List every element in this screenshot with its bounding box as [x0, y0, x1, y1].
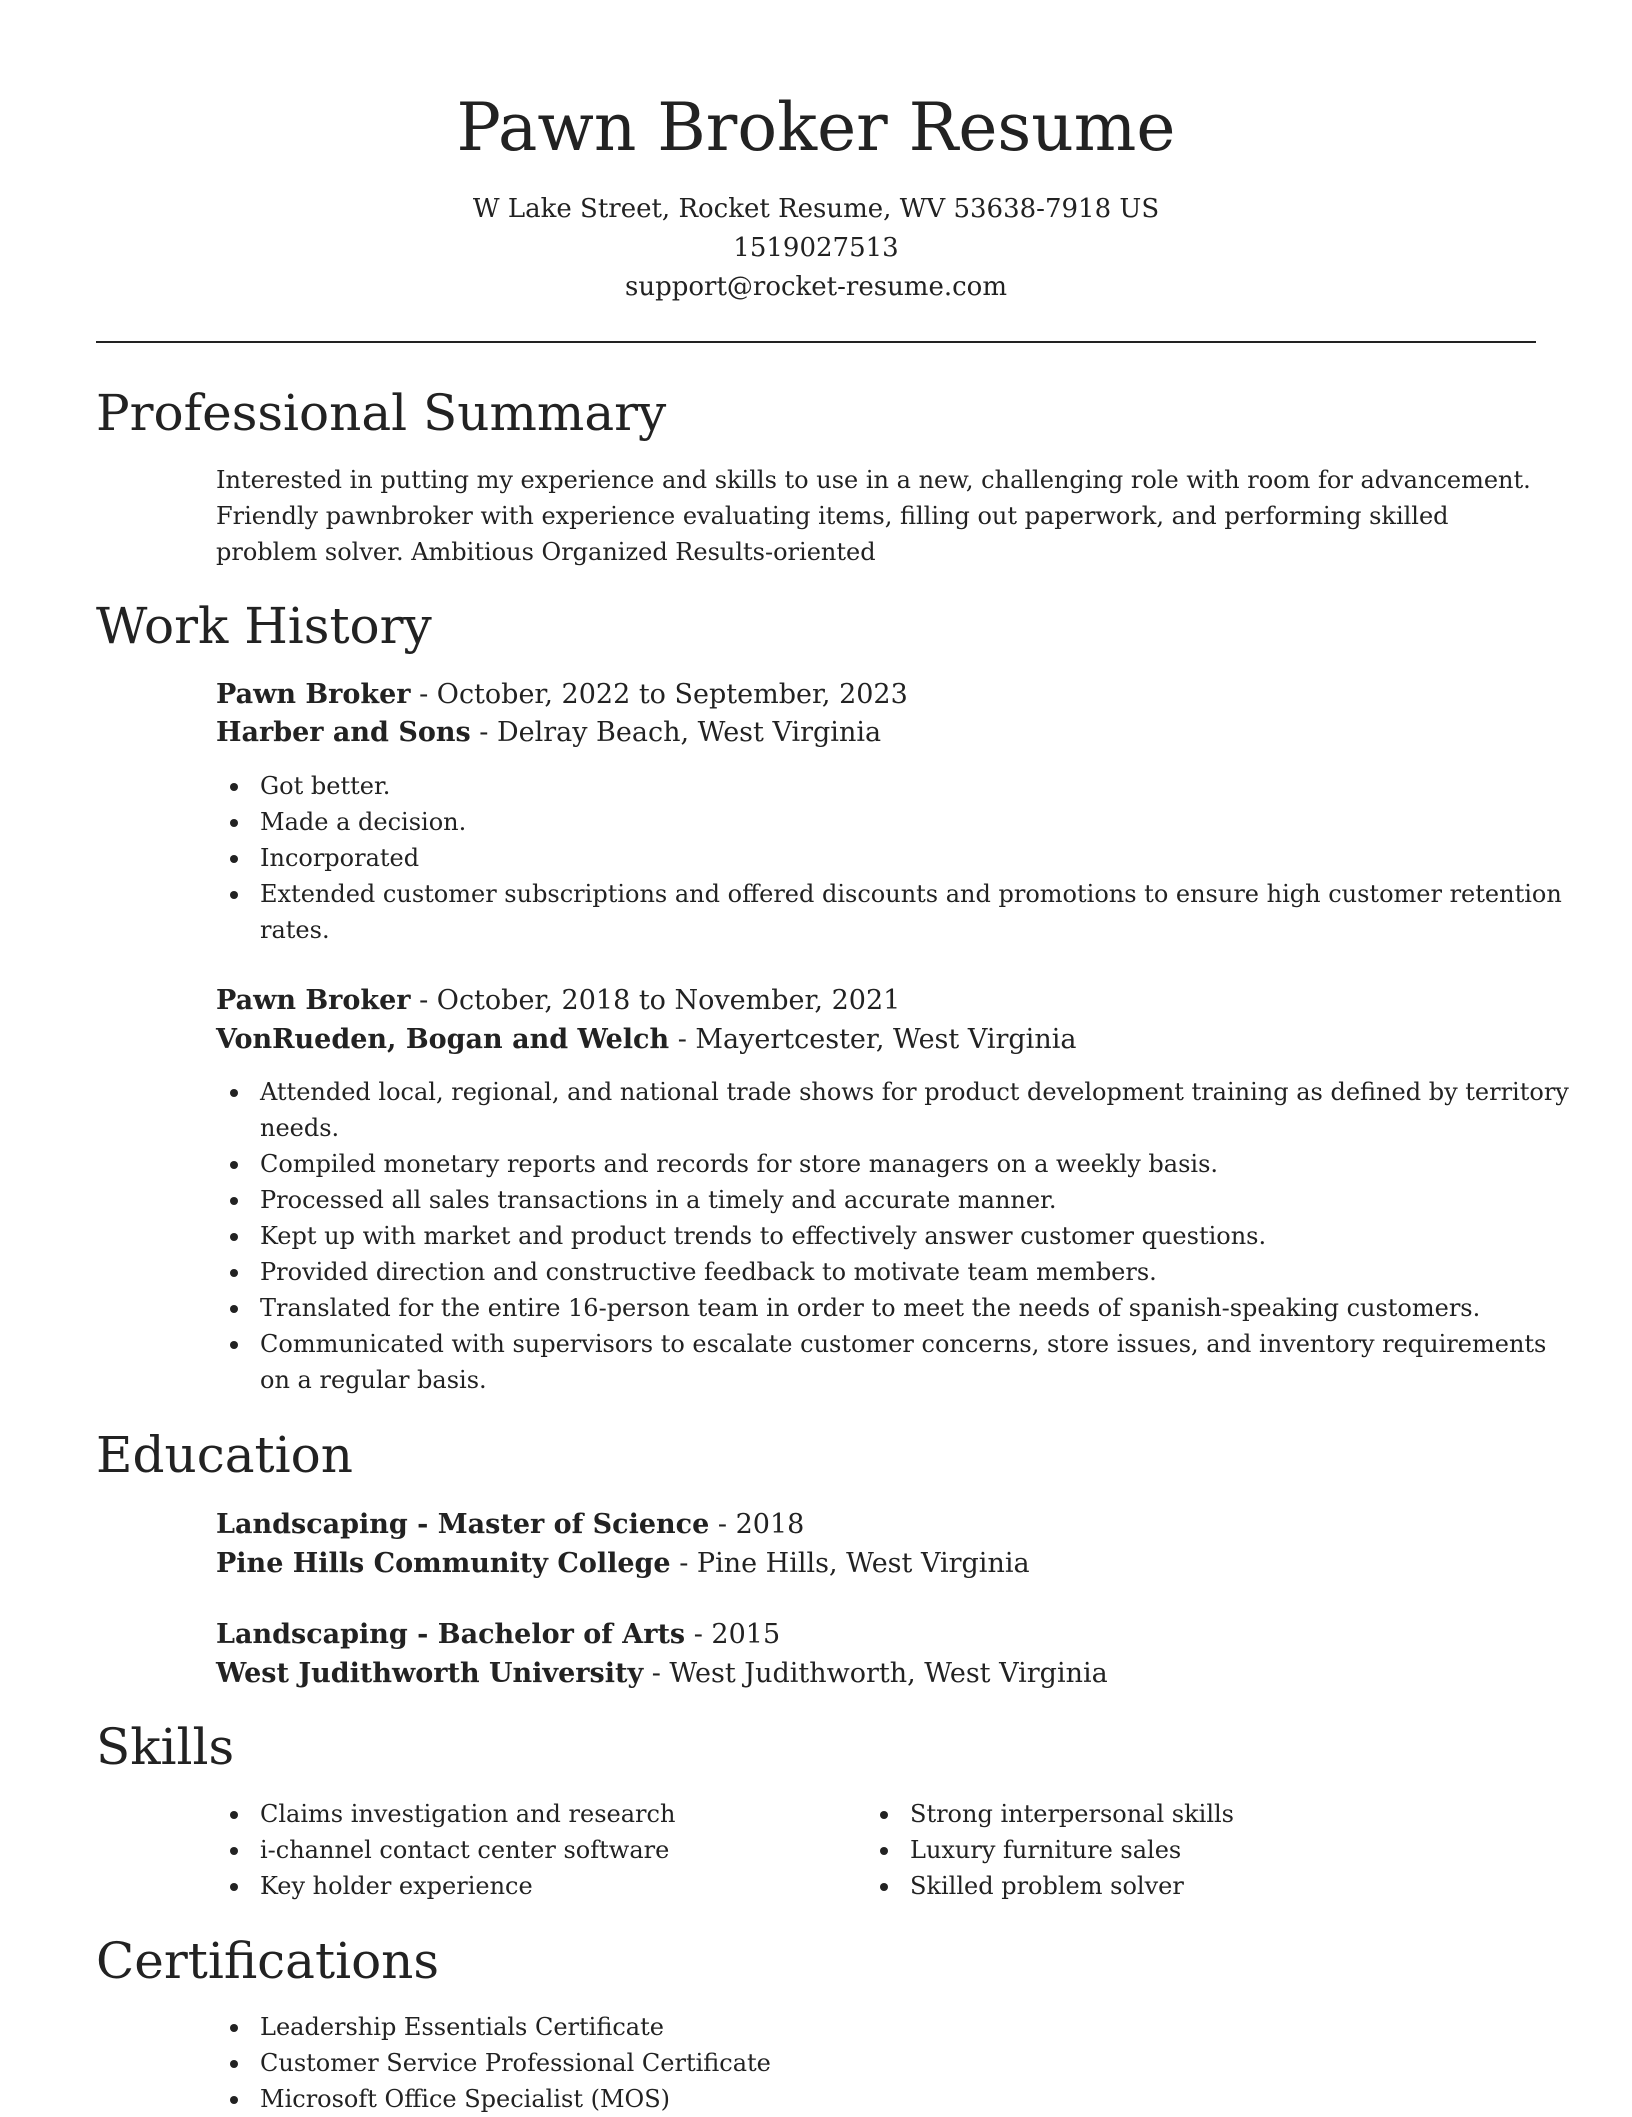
job-2-company: VonRueden, Bogan and Welch	[216, 1024, 670, 1055]
list-item: Luxury furniture sales	[910, 1832, 1510, 1868]
edu-1-year: - 2018	[709, 1509, 805, 1540]
list-item: Kept up with market and product trends to effectively answer customer questions.	[260, 1218, 1580, 1254]
job-2-title: Pawn Broker	[216, 985, 411, 1016]
edu-1-school-line	[216, 1544, 1536, 1583]
list-item: Customer Service Professional Certificate	[260, 2045, 1580, 2081]
header-divider	[96, 341, 1536, 343]
list-item: Made a decision.	[260, 804, 1580, 840]
job-1-title-line	[216, 675, 1536, 714]
list-item: Got better.	[260, 768, 1580, 804]
resume-header	[0, 0, 1632, 307]
education-heading: Education	[96, 1426, 353, 1484]
edu-2-year: - 2015	[685, 1619, 781, 1650]
list-item: Processed all sales transactions in a timely and accurate manner.	[260, 1182, 1580, 1218]
job-2-company-line	[216, 1020, 1536, 1059]
edu-2-school: West Judithworth University	[216, 1658, 644, 1689]
contact-address: W Lake Street, Rocket Resume, WV 53638-7918 US	[472, 194, 1160, 224]
skills-right-list	[866, 1796, 1510, 1904]
list-item: Attended local, regional, and national trade shows for product development training as defined by territory needs.	[260, 1074, 1580, 1146]
list-item: i-channel contact center software	[260, 1832, 860, 1868]
certifications-list	[216, 2009, 1580, 2117]
work-history-heading: Work History	[96, 597, 432, 655]
job-1-company: Harber and Sons	[216, 717, 471, 748]
summary-text: Interested in putting my experience and skills to use in a new, challenging role with room for advancement. Friendly pawnbroker with experience evaluating items, filling out paperwork, and performing skilled problem solver. Ambitious Organized Results-oriented	[216, 466, 1531, 566]
list-item: Compiled monetary reports and records for store managers on a weekly basis.	[260, 1146, 1580, 1182]
edu-1-field: Landscaping	[216, 1509, 408, 1540]
skills-left-list	[216, 1796, 860, 1904]
list-item: Microsoft Office Specialist (MOS)	[260, 2081, 1580, 2117]
list-item: Provided direction and constructive feedback to motivate team members.	[260, 1254, 1580, 1290]
job-1-company-line	[216, 713, 1536, 752]
job-2-location: - Mayertcester, West Virginia	[669, 1024, 1077, 1055]
edu-2-degree: - Bachelor of Arts	[407, 1619, 686, 1650]
contact-email: support@rocket-resume.com	[624, 272, 1007, 302]
job-1-title: Pawn Broker	[216, 679, 411, 710]
edu-1-location: - Pine Hills, West Virginia	[670, 1548, 1030, 1579]
summary-heading: Professional Summary	[96, 384, 667, 442]
list-item: Claims investigation and research	[260, 1796, 860, 1832]
job-1-location: - Delray Beach, West Virginia	[470, 717, 882, 748]
job-2-bullets	[216, 1074, 1580, 1398]
list-item: Translated for the entire 16-person team in order to meet the needs of spanish-speaking customers.	[260, 1290, 1580, 1326]
list-item: Incorporated	[260, 840, 1580, 876]
edu-1-degree-line	[216, 1505, 1536, 1544]
edu-2-degree-line	[216, 1615, 1536, 1654]
list-item: Communicated with supervisors to escalate customer concerns, store issues, and inventory requirements on a regular basis.	[260, 1326, 1580, 1398]
job-2-dates: - October, 2018 to November, 2021	[410, 985, 901, 1016]
job-1-bullets	[216, 768, 1580, 948]
skills-heading: Skills	[96, 1718, 235, 1776]
edu-2-school-line	[216, 1654, 1536, 1693]
edu-1-degree: - Master of Science	[407, 1509, 710, 1540]
list-item: Extended customer subscriptions and offered discounts and promotions to ensure high customer retention rates.	[260, 876, 1580, 948]
list-item: Leadership Essentials Certificate	[260, 2009, 1580, 2045]
edu-1-school: Pine Hills Community College	[216, 1548, 671, 1579]
edu-2-location: - West Judithworth, West Virginia	[643, 1658, 1108, 1689]
job-2-title-line	[216, 981, 1536, 1020]
certifications-heading: Certifications	[96, 1932, 440, 1990]
contact-info	[0, 190, 1632, 307]
list-item: Key holder experience	[260, 1868, 860, 1904]
list-item: Skilled problem solver	[910, 1868, 1510, 1904]
job-1-dates: - October, 2022 to September, 2023	[410, 679, 908, 710]
list-item: Strong interpersonal skills	[910, 1796, 1510, 1832]
edu-2-field: Landscaping	[216, 1619, 408, 1650]
contact-phone: 1519027513	[733, 233, 899, 263]
resume-title: Pawn Broker Resume	[456, 89, 1176, 166]
